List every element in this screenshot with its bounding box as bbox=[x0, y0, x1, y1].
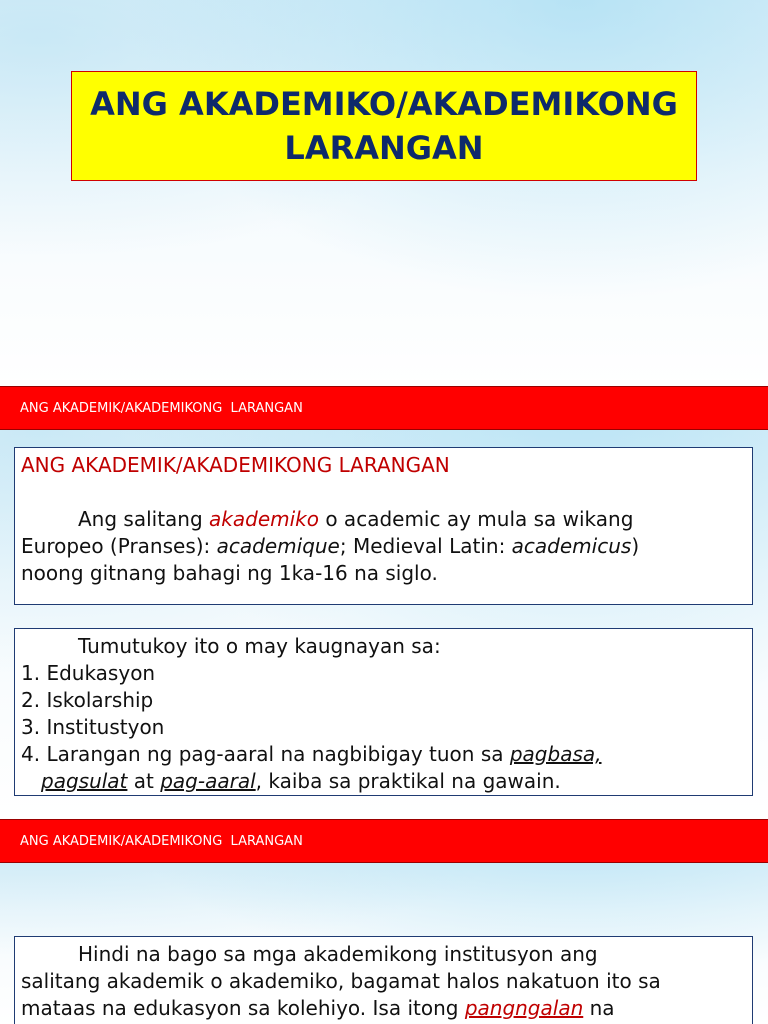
list-item bbox=[21, 741, 746, 768]
text-run: ; Medieval Latin: bbox=[339, 534, 512, 558]
title-line-2: LARANGAN bbox=[284, 129, 484, 167]
text-run: na bbox=[583, 996, 615, 1020]
list-item: 3. Institustyon bbox=[21, 715, 165, 739]
list-item-continuation bbox=[21, 768, 746, 795]
text-run: 4. Larangan ng pag-aaral na nagbibigay tuon sa bbox=[21, 742, 510, 766]
paragraph-line-1: Hindi na bago sa mga akademikong institusyon ang bbox=[78, 942, 598, 966]
term-pagsulat: pagsulat bbox=[41, 769, 128, 793]
paragraph-line-3 bbox=[21, 995, 746, 1022]
text-run: Europeo (Pranses): bbox=[21, 534, 217, 558]
meanings-list-box bbox=[14, 628, 753, 796]
content-slide-1 bbox=[0, 386, 768, 819]
keyword-akademiko: akademiko bbox=[209, 507, 319, 531]
paragraph-line-2 bbox=[21, 533, 746, 560]
term-academique: academique bbox=[216, 534, 340, 558]
title-line-1: ANG AKADEMIKO/AKADEMIKONG bbox=[90, 85, 678, 123]
paragraph-line-2: salitang akademik o akademiko, bagamat halos nakatuon ito sa bbox=[21, 969, 661, 993]
slide-header-bar: ANG AKADEMIK/AKADEMIKONG LARANGAN bbox=[0, 819, 768, 863]
list-item: 1. Edukasyon bbox=[21, 661, 156, 685]
title-slide bbox=[0, 0, 768, 386]
term-academicus: academicus bbox=[511, 534, 632, 558]
text-run: mataas na edukasyon sa kolehiyo. Isa itong bbox=[21, 996, 465, 1020]
list-intro: Tumutukoy ito o may kaugnayan sa: bbox=[78, 634, 441, 658]
paragraph-box bbox=[14, 936, 753, 1024]
paragraph-line-3: noong gitnang bahagi ng 1ka-16 na siglo. bbox=[21, 561, 438, 585]
text-run: at bbox=[127, 769, 161, 793]
title-box bbox=[71, 71, 697, 181]
box-heading: ANG AKADEMIK/AKADEMIKONG LARANGAN bbox=[21, 453, 450, 477]
text-run: Ang salitang bbox=[78, 507, 210, 531]
text-run: o academic ay mula sa wikang bbox=[318, 507, 634, 531]
list-item: 2. Iskolarship bbox=[21, 688, 154, 712]
paragraph-line-1 bbox=[21, 506, 746, 533]
term-pagbasa: pagbasa, bbox=[509, 742, 602, 766]
definition-box bbox=[14, 447, 753, 605]
spacer-line bbox=[21, 479, 746, 506]
term-pag-aaral: pag-aaral bbox=[160, 769, 256, 793]
text-run: ) bbox=[631, 534, 640, 558]
content-slide-2 bbox=[0, 819, 768, 1024]
text-run: , kaiba sa praktikal na gawain. bbox=[255, 769, 561, 793]
slide-header-bar: ANG AKADEMIK/AKADEMIKONG LARANGAN bbox=[0, 386, 768, 430]
term-pangngalan: pangngalan bbox=[464, 996, 584, 1020]
